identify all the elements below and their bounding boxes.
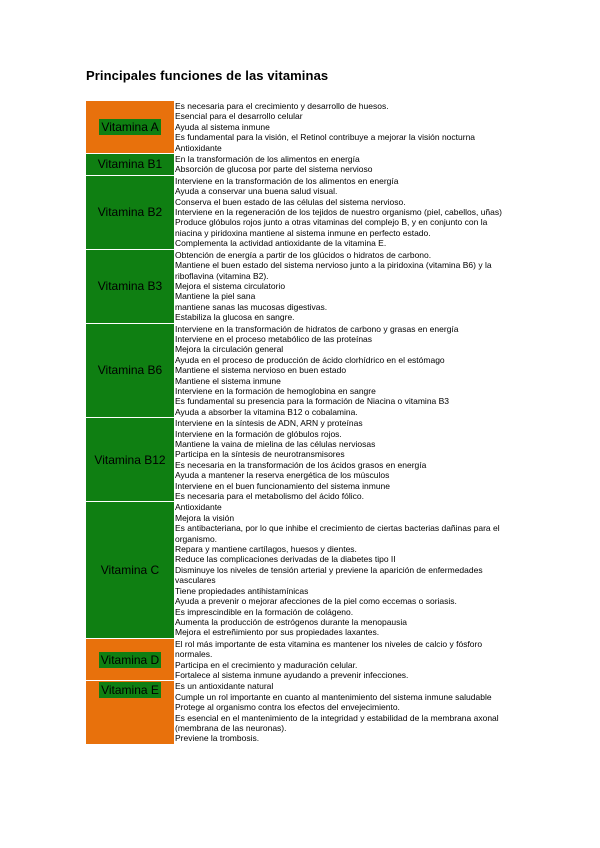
function-line: Participa en la síntesis de neurotransmisores	[175, 449, 345, 460]
vitamin-row	[86, 638, 515, 681]
function-line: Es necesaria en la transformación de los ácidos grasos en energía	[175, 459, 427, 470]
function-line: Interviene en la síntesis de ADN, ARN y proteínas	[175, 418, 363, 429]
function-line: Mejora el estreñimiento por sus propiedades laxantes.	[175, 627, 380, 638]
function-line: Mantiene la vaina de mielina de las células nerviosas	[175, 439, 376, 449]
function-line: Ayuda a absorber la vitamina B12 o cobalamina.	[175, 406, 358, 417]
function-line: Previene la trombosis.	[175, 733, 260, 744]
function-line: Es fundamental su presencia para la formación de Niacina o vitamina B3	[175, 396, 450, 407]
vitamin-functions-cell	[175, 418, 515, 502]
vitamin-row	[86, 323, 515, 418]
vitamin-row	[86, 101, 515, 154]
vitamin-name-cell	[86, 638, 175, 681]
function-line: Mejora el sistema circulatorio	[175, 280, 286, 291]
vitamin-name-cell	[86, 418, 175, 502]
vitamin-row	[86, 249, 515, 323]
function-line: Tiene propiedades antihistamínicas	[175, 585, 309, 596]
function-line: Mantiene el buen estado del sistema nervioso junto a la piridoxina (vitamina B6) y la riboflavina (vitamina B2).	[175, 260, 492, 281]
function-line: El rol más importante de esta vitamina es mantener los niveles de calcio y fósforo normales.	[175, 638, 483, 660]
vitamin-row	[86, 418, 515, 502]
vitamin-name-cell	[86, 101, 175, 154]
function-line: Reduce las complicaciones derivadas de la diabetes tipo II	[175, 554, 396, 565]
vitamin-name-cell	[86, 502, 175, 638]
vitamin-name-cell	[86, 323, 175, 418]
function-line: Aumenta la producción de estrógenos durante la menopausia	[175, 616, 408, 627]
function-line: Antioxidante	[175, 502, 222, 513]
vitamin-name: Vitamina B12	[94, 452, 166, 467]
function-line: Ayuda a conservar una buena salud visual.	[175, 186, 338, 197]
function-line: Obtención de energía a partir de los glúcidos o hidratos de carbono.	[175, 249, 432, 260]
function-line: Interviene en la transformación de los alimentos en energía	[175, 175, 399, 186]
function-line: Mantiene la piel sana	[175, 291, 256, 302]
function-line: Antioxidante	[175, 142, 222, 153]
function-line: Es necesaria para el crecimiento y desarrollo de huesos.	[175, 101, 389, 111]
function-line: Estabiliza la glucosa en sangre.	[175, 312, 295, 323]
vitamin-name: Vitamina B2	[97, 205, 163, 220]
function-line: Mantiene el sistema inmune	[175, 375, 281, 386]
function-line: Cumple un rol importante en cuanto al mantenimiento del sistema inmune saludable	[175, 691, 492, 702]
function-line: Interviene en la regeneración de los tejidos de nuestro organismo (piel, cabellos, uñas)	[175, 207, 502, 218]
function-line: Complementa la actividad antioxidante de la vitamina E.	[175, 238, 387, 249]
function-line: Repara y mantiene cartílagos, huesos y dientes.	[175, 544, 357, 555]
function-line: Interviene en el buen funcionamiento del sistema inmune	[175, 480, 390, 491]
function-line: Ayuda a prevenir o mejorar afecciones de la piel como eccemas o soriasis.	[175, 596, 457, 607]
vitamin-functions-cell	[175, 681, 515, 744]
function-line: mantiene sanas las mucosas digestivas.	[175, 301, 328, 312]
vitamin-name: Vitamina A	[101, 120, 159, 135]
function-line: Esencial para el desarrollo celular	[175, 111, 303, 122]
vitamin-functions-cell	[175, 323, 515, 418]
vitamins-table	[85, 100, 515, 745]
vitamin-row	[86, 681, 515, 744]
vitamin-name: Vitamina C	[100, 563, 160, 578]
vitamin-functions-cell	[175, 249, 515, 323]
function-line: Protege al organismo contra los efectos del envejecimiento.	[175, 702, 400, 713]
function-line: Disminuye los niveles de tensión arterial y previene la aparición de enfermedades vasculares	[175, 564, 483, 586]
vitamin-row	[86, 154, 515, 176]
vitamin-functions-cell	[175, 502, 515, 638]
function-line: Es imprescindible en la formación de colágeno.	[175, 606, 354, 617]
function-line: Conserva el buen estado de las células del sistema nervioso.	[175, 196, 406, 207]
function-line: Participa en el crecimiento y maduración celular.	[175, 659, 358, 670]
vitamin-row	[86, 502, 515, 638]
function-line: Mejora la visión	[175, 512, 235, 523]
function-line: Interviene en el proceso metabólico de las proteínas	[175, 333, 373, 344]
vitamin-row	[86, 175, 515, 249]
function-line: Absorción de glucosa por parte del sistema nervioso	[175, 164, 373, 175]
page-title: Principales funciones de las vitaminas	[86, 68, 329, 83]
vitamin-name-cell	[86, 154, 175, 176]
vitamin-name-cell	[86, 249, 175, 323]
function-line: Mejora la circulación general	[175, 344, 284, 355]
function-line: Es esencial en el mantenimiento de la integridad y estabilidad de la membrana axonal (membrana de las neuronas).	[175, 712, 499, 733]
vitamin-functions-cell	[175, 101, 515, 154]
vitamin-name-cell	[86, 175, 175, 249]
vitamin-name: Vitamina B6	[97, 363, 163, 378]
vitamin-functions-cell	[175, 154, 515, 176]
function-line: Interviene en la formación de glóbulos rojos.	[175, 428, 342, 439]
function-line: Ayuda en el proceso de producción de ácido clorhídrico en el estómago	[175, 354, 445, 365]
function-line: Mantiene el sistema nervioso en buen estado	[175, 365, 347, 376]
vitamin-name: Vitamina E	[101, 683, 159, 698]
function-line: Es fundamental para la visión, el Retinol contribuye a mejorar la visión nocturna	[175, 132, 476, 143]
vitamin-functions-cell	[175, 638, 515, 681]
function-line: En la transformación de los alimentos en energía	[175, 154, 360, 165]
function-line: Fortalece al sistema inmune ayudando a prevenir infecciones.	[175, 669, 409, 680]
function-line: Ayuda a mantener la reserva energética de los músculos	[175, 470, 390, 481]
vitamin-name-cell	[86, 681, 175, 744]
function-line: Es antibacteriana, por lo que inhibe el crecimiento de ciertas bacterias dañinas para el organismo.	[175, 523, 500, 544]
vitamin-name: Vitamina D	[100, 652, 160, 667]
vitamins-table-body	[86, 101, 515, 745]
function-line: Es necesaria para el metabolismo del ácido fólico.	[175, 491, 364, 502]
function-line: Interviene en la transformación de hidratos de carbono y grasas en energía	[175, 323, 459, 334]
vitamin-name: Vitamina B1	[97, 157, 163, 172]
function-line: Ayuda al sistema inmune	[175, 121, 270, 132]
function-line: Interviene en la formación de hemoglobina en sangre	[175, 385, 376, 396]
vitamin-functions-cell	[175, 175, 515, 249]
function-line: Es un antioxidante natural	[175, 681, 274, 692]
vitamin-name: Vitamina B3	[97, 279, 163, 294]
function-line: Produce glóbulos rojos junto a otras vitaminas del complejo B, y en conjunto con la niacina y piridoxina mantiene al sistema inmune en perfecto estado.	[175, 217, 488, 238]
